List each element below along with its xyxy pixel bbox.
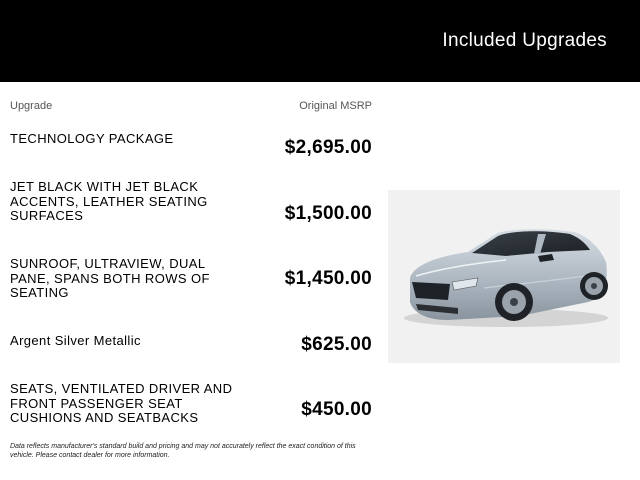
header-bar xyxy=(0,0,640,82)
upgrade-name: Argent Silver Metallic xyxy=(10,333,141,348)
column-header-msrp: Original MSRP xyxy=(299,100,372,112)
upgrade-price: $625.00 xyxy=(301,334,372,355)
silver-sedan-icon xyxy=(388,190,620,363)
upgrade-price: $1,500.00 xyxy=(284,203,372,224)
upgrade-price: $450.00 xyxy=(301,399,372,420)
upgrade-name: JET BLACK WITH JET BLACK ACCENTS, LEATHER SEATING SURFACES xyxy=(10,179,208,223)
column-header-upgrade: Upgrade xyxy=(10,100,53,112)
upgrade-name: TECHNOLOGY PACKAGE xyxy=(10,131,174,146)
upgrade-name: SUNROOF, ULTRAVIEW, DUAL PANE, SPANS BOTH ROWS OF SEATING xyxy=(10,256,210,300)
page-title: Included Upgrades xyxy=(442,30,607,51)
upgrade-price: $1,450.00 xyxy=(284,268,372,289)
disclaimer-text: Data reflects manufacturer's standard build and pricing and may not accurately reflect the exact condition of this vehicle. Please contact dealer for more information. xyxy=(10,443,356,459)
vehicle-photo xyxy=(388,190,620,363)
upgrade-name: SEATS, VENTILATED DRIVER AND FRONT PASSENGER SEAT CUSHIONS AND SEATBACKS xyxy=(10,381,233,425)
upgrade-price: $2,695.00 xyxy=(284,137,372,158)
